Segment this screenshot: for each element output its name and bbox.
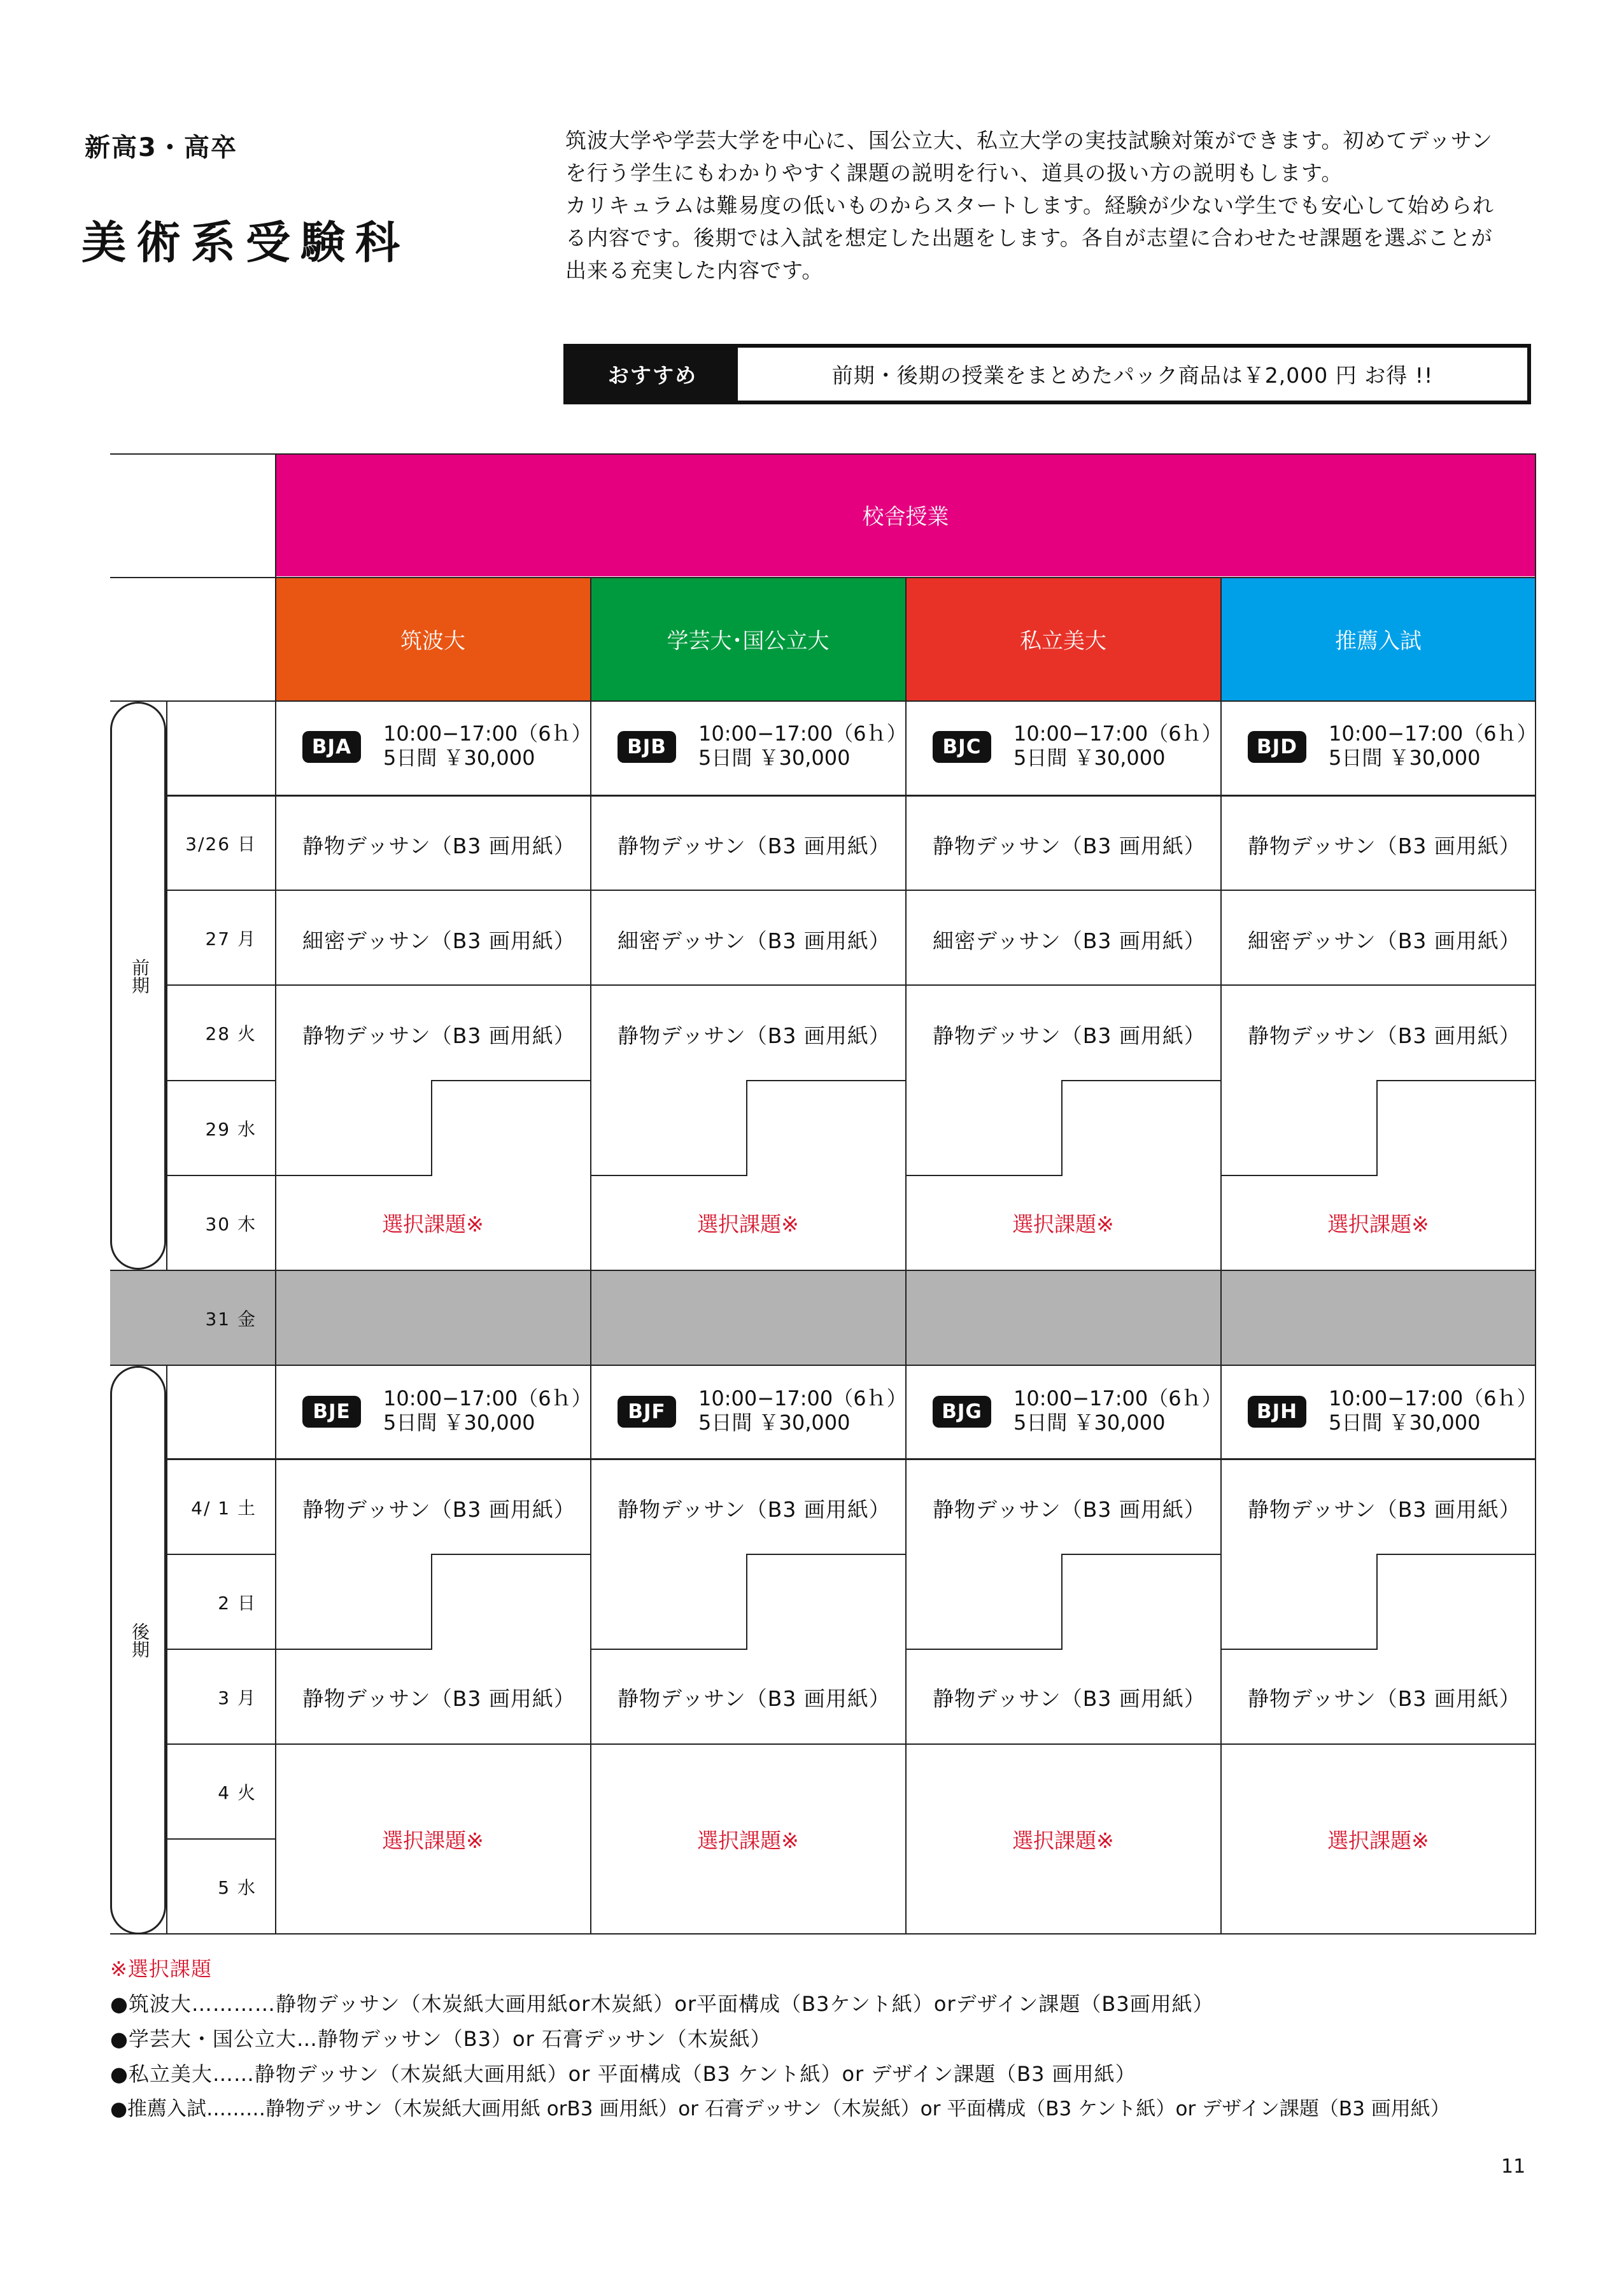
date-label: 4/ 1 土	[191, 1497, 257, 1519]
note-item: ●学芸大・国公立大…静物デッサン（B3）or 石膏デッサン（木炭紙）	[110, 2027, 772, 2051]
select-lesson-cell: 選択課題※	[382, 1828, 484, 1853]
course-code-badge: BJE	[302, 1396, 361, 1428]
lesson-cell: 静物デッサン（B3 画用紙）	[933, 1497, 1206, 1522]
date-label: 3 月	[218, 1687, 257, 1708]
lesson-cell: 静物デッサン（B3 画用紙）	[933, 1023, 1206, 1048]
course-time: 10:00−17:00（6ｈ）	[383, 721, 592, 746]
lesson-cell: 静物デッサン（B3 画用紙）	[618, 834, 891, 858]
course-time: 10:00−17:00（6ｈ）	[698, 1386, 907, 1410]
course-code-badge: BJD	[1248, 731, 1306, 763]
select-lesson-cell: 選択課題※	[382, 1212, 484, 1237]
course-price: 5日間 ￥30,000	[1329, 746, 1481, 770]
main-header: 校舎授業	[276, 453, 1536, 576]
lesson-cell: 静物デッサン（B3 画用紙）	[302, 1686, 575, 1711]
course-time: 10:00−17:00（6ｈ）	[1013, 1386, 1222, 1410]
select-lesson-cell: 選択課題※	[1012, 1212, 1114, 1237]
course-code-badge: BJC	[933, 731, 991, 763]
recommend-label: おすすめ	[567, 348, 738, 401]
lesson-cell: 静物デッサン（B3 画用紙）	[933, 834, 1206, 858]
date-label: 29 水	[205, 1118, 257, 1140]
course-price: 5日間 ￥30,000	[383, 746, 535, 770]
period-first-text: 前期	[129, 958, 150, 994]
date-label: 4 火	[218, 1782, 257, 1803]
course-code-badge: BJH	[1248, 1396, 1306, 1428]
lesson-cell: 静物デッサン（B3 画用紙）	[302, 1497, 575, 1522]
lesson-cell: 静物デッサン（B3 画用紙）	[302, 1023, 575, 1048]
course-time: 10:00−17:00（6ｈ）	[1329, 721, 1537, 746]
column-header-gakugei: 学芸大･国公立大	[591, 578, 905, 700]
lesson-cell: 静物デッサン（B3 画用紙）	[1248, 1686, 1521, 1711]
lesson-cell: 静物デッサン（B3 画用紙）	[618, 1686, 891, 1711]
notes-section	[110, 1952, 1450, 2127]
lesson-cell: 静物デッサン（B3 画用紙）	[1248, 1497, 1521, 1522]
note-item: ●筑波大…………静物デッサン（木炭紙大画用紙or木炭紙）or平面構成（B3ケント紙）orデザイン課題（B3画用紙）	[110, 1992, 1214, 2016]
date-label: 3/26 日	[185, 833, 257, 855]
recommend-box	[563, 344, 1531, 404]
notes-title: ※選択課題	[110, 1957, 212, 1981]
section-subtitle: 新高3・高卒	[85, 133, 237, 162]
course-code-badge: BJF	[618, 1396, 676, 1428]
lesson-cell: 静物デッサン（B3 画用紙）	[933, 1686, 1206, 1711]
select-lesson-cell: 選択課題※	[1012, 1828, 1114, 1853]
lesson-cell: 細密デッサン（B3 画用紙）	[302, 928, 575, 953]
intro-line: カリキュラムは難易度の低いものからスタートします。経験が少ない学生でも安心して始められ	[565, 193, 1495, 218]
intro-line: 出来る充実した内容です。	[565, 258, 824, 283]
intro-line: を行う学生にもわかりやすく課題の説明を行い、道具の扱い方の説明もします。	[565, 160, 1343, 185]
select-lesson-cell: 選択課題※	[697, 1828, 799, 1853]
period-second-text: 後期	[129, 1622, 150, 1658]
column-header-shiritsu: 私立美大	[906, 578, 1220, 700]
course-time: 10:00−17:00（6ｈ）	[1013, 721, 1222, 746]
date-label: 31 金	[205, 1308, 257, 1330]
date-label: 27 月	[205, 928, 257, 949]
course-time: 10:00−17:00（6ｈ）	[1329, 1386, 1537, 1410]
date-label: 5 水	[218, 1877, 257, 1898]
date-label: 28 火	[205, 1023, 257, 1044]
select-lesson-cell: 選択課題※	[1327, 1828, 1429, 1853]
lesson-cell: 静物デッサン（B3 画用紙）	[1248, 1023, 1521, 1048]
select-lesson-cell: 選択課題※	[697, 1212, 799, 1237]
lesson-cell: 静物デッサン（B3 画用紙）	[618, 1497, 891, 1522]
lesson-cell: 静物デッサン（B3 画用紙）	[618, 1023, 891, 1048]
date-label: 2 日	[218, 1592, 257, 1614]
column-header-tsukuba: 筑波大	[276, 578, 590, 700]
course-price: 5日間 ￥30,000	[698, 1410, 851, 1435]
recommend-text: 前期・後期の授業をまとめたパック商品は￥2,000 円 お得 !!	[831, 363, 1434, 388]
course-price: 5日間 ￥30,000	[383, 1410, 535, 1435]
date-label: 30 木	[205, 1213, 257, 1235]
lesson-cell: 静物デッサン（B3 画用紙）	[302, 834, 575, 858]
course-code-badge: BJA	[302, 731, 361, 763]
lesson-cell: 細密デッサン（B3 画用紙）	[618, 928, 891, 953]
course-price: 5日間 ￥30,000	[1013, 1410, 1166, 1435]
select-lesson-cell: 選択課題※	[1327, 1212, 1429, 1237]
course-price: 5日間 ￥30,000	[1013, 746, 1166, 770]
course-code-badge: BJB	[618, 731, 676, 763]
course-time: 10:00−17:00（6ｈ）	[383, 1386, 592, 1410]
page-number: 11	[1501, 2155, 1526, 2178]
lesson-cell: 静物デッサン（B3 画用紙）	[1248, 834, 1521, 858]
page-title: 美術系受験科	[81, 217, 410, 269]
course-info	[698, 721, 907, 770]
course-code-badge: BJG	[933, 1396, 991, 1428]
lesson-cell: 細密デッサン（B3 画用紙）	[1248, 928, 1521, 953]
course-info	[1329, 721, 1537, 770]
holiday-row	[110, 1270, 1536, 1365]
lesson-cell: 細密デッサン（B3 画用紙）	[933, 928, 1206, 953]
course-info	[1013, 1386, 1222, 1435]
intro-line: 筑波大学や学芸大学を中心に、国公立大、私立大学の実技試験対策ができます。初めてデッサン	[565, 128, 1493, 153]
column-header-suisen: 推薦入試	[1221, 578, 1536, 700]
course-info	[698, 1386, 907, 1435]
note-item: ●私立美大……静物デッサン（木炭紙大画用紙）or 平面構成（B3 ケント紙）or デザイン課題（B3 画用紙）	[110, 2062, 1136, 2086]
course-info	[383, 1386, 592, 1435]
course-price: 5日間 ￥30,000	[1329, 1410, 1481, 1435]
course-info	[1329, 1386, 1537, 1435]
course-time: 10:00−17:00（6ｈ）	[698, 721, 907, 746]
course-info	[383, 721, 592, 770]
note-item: ●推薦入試………静物デッサン（木炭紙大画用紙 orB3 画用紙）or 石膏デッサン（木炭紙）or 平面構成（B3 ケント紙）or デザイン課題（B3 画用紙）	[110, 2098, 1450, 2120]
course-info	[1013, 721, 1222, 770]
course-price: 5日間 ￥30,000	[698, 746, 851, 770]
intro-text	[565, 124, 1533, 287]
intro-line: る内容です。後期では入試を想定した出題をします。各自が志望に合わせたせ課題を選ぶことが	[565, 225, 1493, 250]
